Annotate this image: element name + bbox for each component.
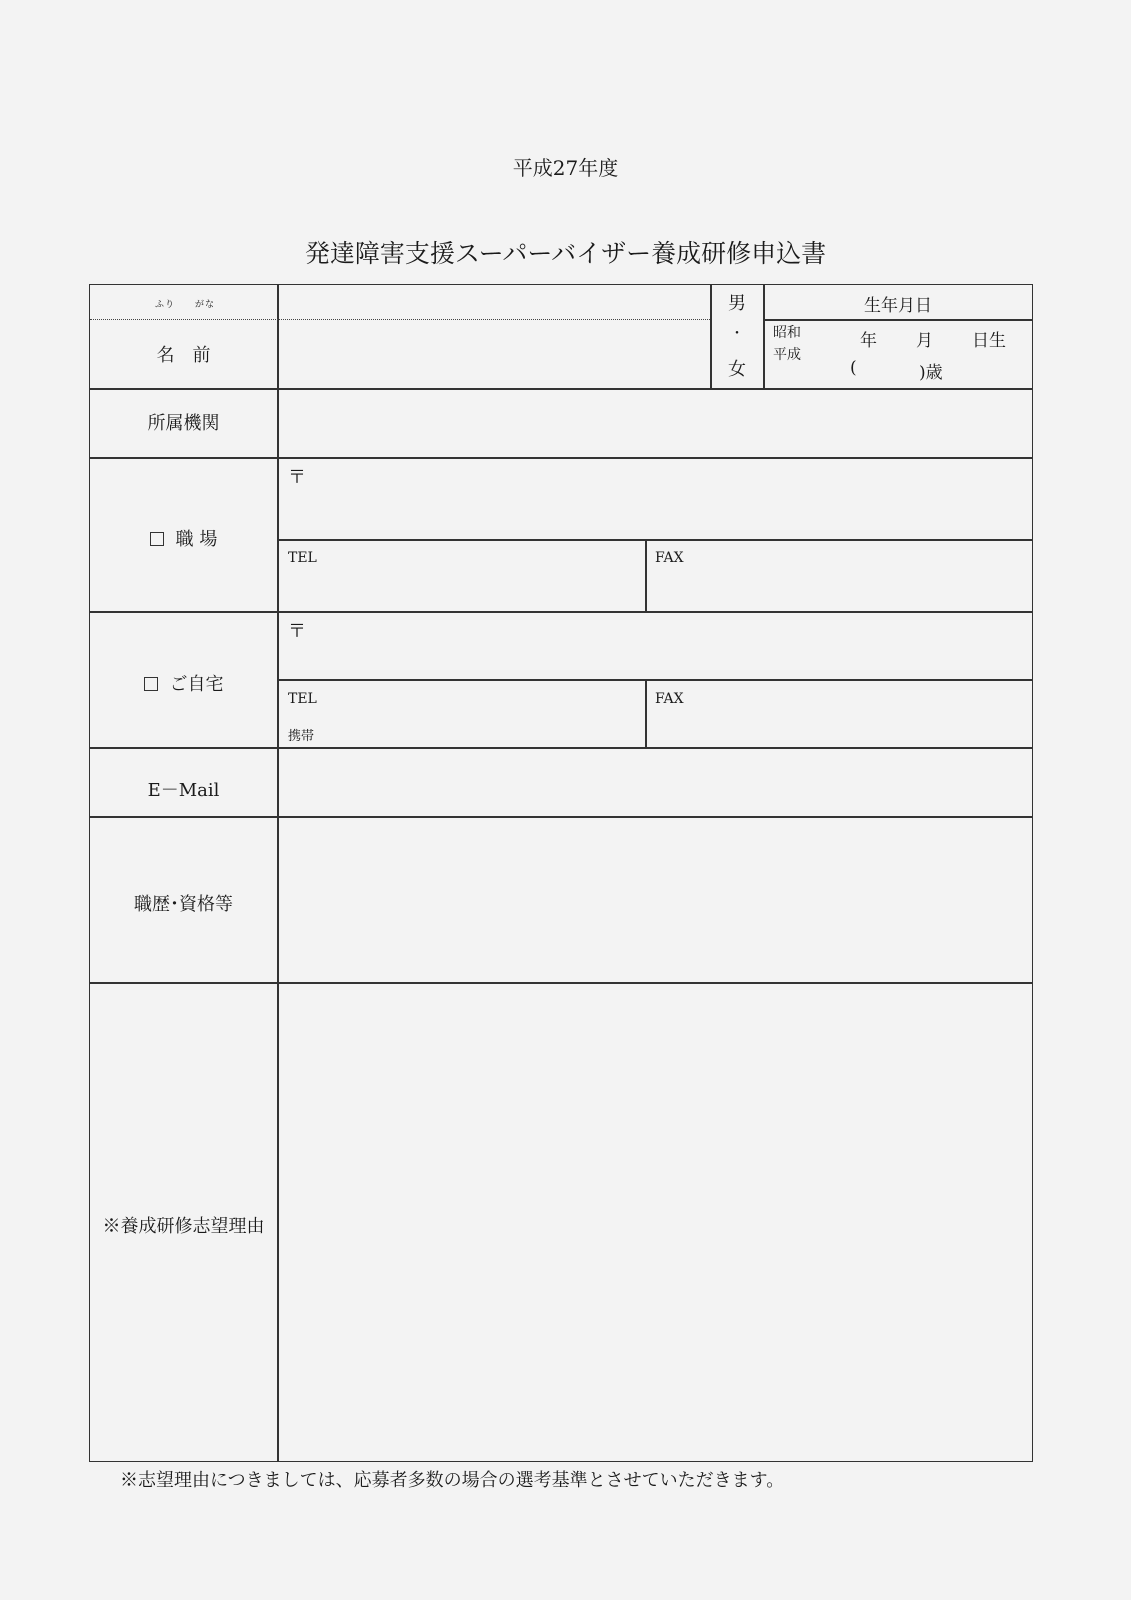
affiliation-input[interactable]: [279, 390, 1031, 456]
home-postal-mark: 〒: [288, 621, 306, 642]
workplace-label: [90, 525, 277, 551]
workplace-tel-label: TEL: [288, 550, 317, 566]
career-input[interactable]: [279, 818, 1031, 981]
era-heisei[interactable]: 平成: [773, 347, 801, 363]
home-label-text: ご自宅: [169, 674, 224, 695]
motivation-label: ※養成研修志望理由: [102, 1216, 265, 1237]
age-close-label: )歳: [919, 363, 943, 383]
application-form: [89, 284, 1033, 1462]
year-unit: 年: [860, 331, 877, 351]
workplace-address-input[interactable]: [279, 459, 1031, 537]
email-input[interactable]: [279, 749, 1031, 815]
fiscal-year: 平成27年度: [512, 156, 619, 180]
age-open-paren: (: [850, 358, 857, 378]
name-label: 名 前: [156, 345, 211, 366]
home-address-input[interactable]: [279, 613, 1031, 677]
career-label: 職歴･資格等: [134, 894, 233, 915]
motivation-input[interactable]: [279, 984, 1031, 1460]
workplace-postal-mark: 〒: [288, 467, 306, 488]
furigana-label: ふり がな: [155, 300, 216, 310]
furigana-input[interactable]: [279, 285, 709, 319]
gender-female[interactable]: 女: [728, 359, 746, 380]
workplace-label-text: 職 場: [175, 529, 218, 550]
footnote: ※志望理由につきましては、応募者多数の場合の選考基準とさせていただきます。: [120, 1470, 785, 1491]
month-unit: 月: [916, 331, 933, 351]
workplace-fax-input[interactable]: [647, 541, 1031, 611]
workplace-fax-label: FAX: [655, 550, 684, 566]
era-showa[interactable]: 昭和: [773, 325, 801, 341]
gender-male[interactable]: 男: [728, 293, 746, 314]
workplace-tel-input[interactable]: [279, 541, 644, 611]
email-label: E－Mail: [147, 780, 220, 801]
home-fax-label: FAX: [655, 691, 684, 707]
form-title: 発達障害支援スーパーバイザー養成研修申込書: [304, 239, 827, 268]
gender-separator: ・: [730, 326, 744, 342]
home-mobile-label: 携帯: [288, 729, 315, 744]
home-label: [90, 670, 277, 696]
home-tel-input[interactable]: [279, 681, 644, 747]
affiliation-label: 所属機関: [147, 413, 220, 434]
birthdate-label: 生年月日: [864, 296, 932, 316]
home-tel-label: TEL: [288, 691, 317, 707]
home-fax-input[interactable]: [647, 681, 1031, 747]
name-input[interactable]: [279, 320, 709, 388]
day-born-unit: 日生: [972, 331, 1006, 351]
home-checkbox[interactable]: [144, 677, 158, 691]
birthdate-header-divider: [764, 319, 1032, 321]
workplace-checkbox[interactable]: [150, 532, 164, 546]
